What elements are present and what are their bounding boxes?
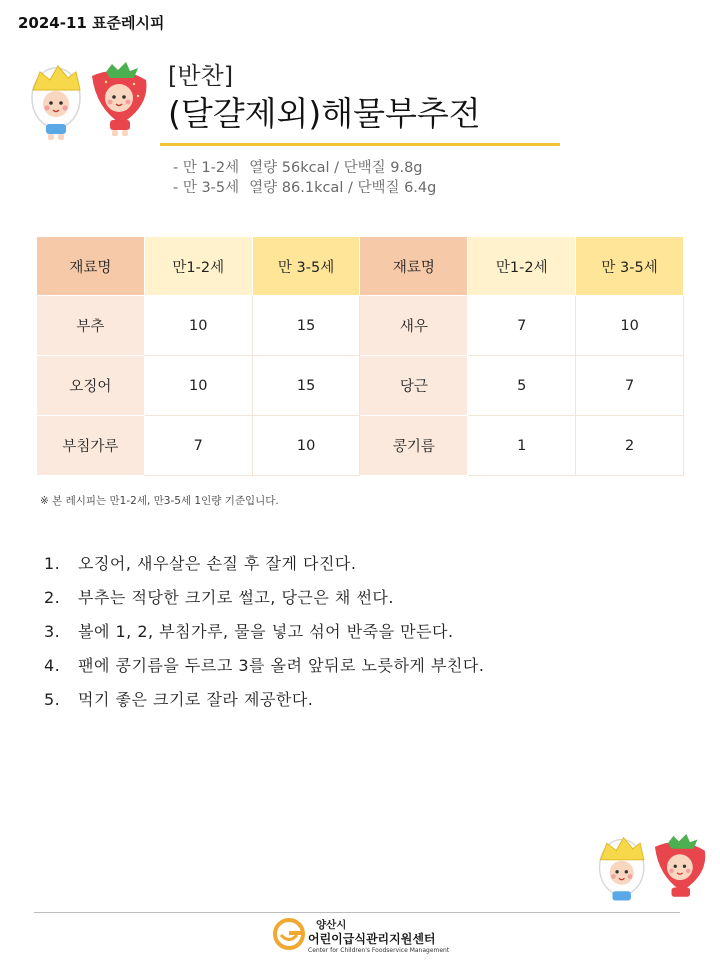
step-text: 오징어, 새우살은 손질 후 잘게 다진다. xyxy=(78,554,357,573)
title-underline xyxy=(160,143,560,146)
list-item xyxy=(44,654,484,688)
step-number: 5. xyxy=(44,690,61,709)
ingredient-amount: 10 xyxy=(144,356,252,416)
header-ingredient: 재료명 xyxy=(37,237,145,296)
strawberry-mascot-icon xyxy=(655,834,705,897)
step-number: 1. xyxy=(44,554,61,573)
table-row xyxy=(37,416,684,476)
nutrition-age: - 만 1-2세 xyxy=(173,160,240,176)
ingredient-amount: 2 xyxy=(576,416,684,476)
ingredient-name: 콩기름 xyxy=(360,416,468,476)
list-item xyxy=(44,552,484,586)
nutrition-line-2 xyxy=(173,176,446,197)
ingredient-amount: 15 xyxy=(252,296,360,356)
header-age-3-5: 만 3-5세 xyxy=(252,237,360,296)
ingredient-name: 부침가루 xyxy=(37,416,145,476)
ingredient-amount: 1 xyxy=(468,416,576,476)
step-text: 부추는 적당한 크기로 썰고, 당근은 채 썬다. xyxy=(78,588,394,607)
org-english-name: Center for Children's Foodservice Management xyxy=(308,947,450,954)
nutrition-values: 열량 56kcal / 단백질 9.8g xyxy=(249,160,423,176)
header-age-1-2: 만1-2세 xyxy=(468,237,576,296)
ingredient-name: 부추 xyxy=(37,296,145,356)
org-name: 어린이급식관리지원센터 xyxy=(308,932,436,946)
step-text: 볼에 1, 2, 부침가루, 물을 넣고 섞어 반죽을 만든다. xyxy=(78,622,454,641)
mascots-bottom-icon xyxy=(594,830,714,910)
table-row xyxy=(37,356,684,416)
step-number: 3. xyxy=(44,622,61,641)
table-row xyxy=(37,296,684,356)
nutrition-line-1 xyxy=(173,156,433,177)
ingredient-name: 오징어 xyxy=(37,356,145,416)
nutrition-values: 열량 86.1kcal / 단백질 6.4g xyxy=(249,180,437,196)
ingredient-amount: 10 xyxy=(144,296,252,356)
ingredient-amount: 15 xyxy=(252,356,360,416)
step-text: 먹기 좋은 크기로 잘라 제공한다. xyxy=(78,690,314,709)
ingredient-amount: 10 xyxy=(576,296,684,356)
ingredient-name: 새우 xyxy=(360,296,468,356)
step-text: 팬에 콩기름을 두르고 3를 올려 앞뒤로 노릇하게 부친다. xyxy=(78,656,485,675)
table-header-row xyxy=(37,237,684,296)
ingredient-amount: 10 xyxy=(252,416,360,476)
ingredient-name: 당근 xyxy=(360,356,468,416)
ingredient-amount: 7 xyxy=(144,416,252,476)
nutrition-age: - 만 3-5세 xyxy=(173,180,240,196)
egg-mascot-icon xyxy=(600,838,644,901)
smile-logo-icon xyxy=(272,917,306,951)
doc-label: 2024-11 표준레시피 xyxy=(18,14,165,32)
recipe-steps xyxy=(44,552,484,722)
header-age-1-2: 만1-2세 xyxy=(144,237,252,296)
ingredient-amount: 5 xyxy=(468,356,576,416)
header-ingredient: 재료명 xyxy=(360,237,468,296)
list-item xyxy=(44,586,484,620)
org-city: 양산시 xyxy=(316,919,347,931)
header-age-3-5: 만 3-5세 xyxy=(576,237,684,296)
mascots-top-icon xyxy=(26,58,156,144)
list-item xyxy=(44,620,484,654)
egg-mascot-icon xyxy=(32,66,80,140)
step-number: 4. xyxy=(44,656,61,675)
ingredient-amount: 7 xyxy=(576,356,684,416)
step-number: 2. xyxy=(44,588,61,607)
strawberry-mascot-icon xyxy=(92,62,146,136)
list-item xyxy=(44,688,484,722)
ingredients-table xyxy=(36,236,684,476)
dish-title: (달걀제외)해물부추전 xyxy=(168,94,481,133)
dish-category: [반찬] xyxy=(168,62,234,90)
serving-note: ※ 본 레시피는 만1-2세, 만3-5세 1인량 기준입니다. xyxy=(40,495,279,507)
ingredient-amount: 7 xyxy=(468,296,576,356)
footer-divider xyxy=(34,912,680,913)
